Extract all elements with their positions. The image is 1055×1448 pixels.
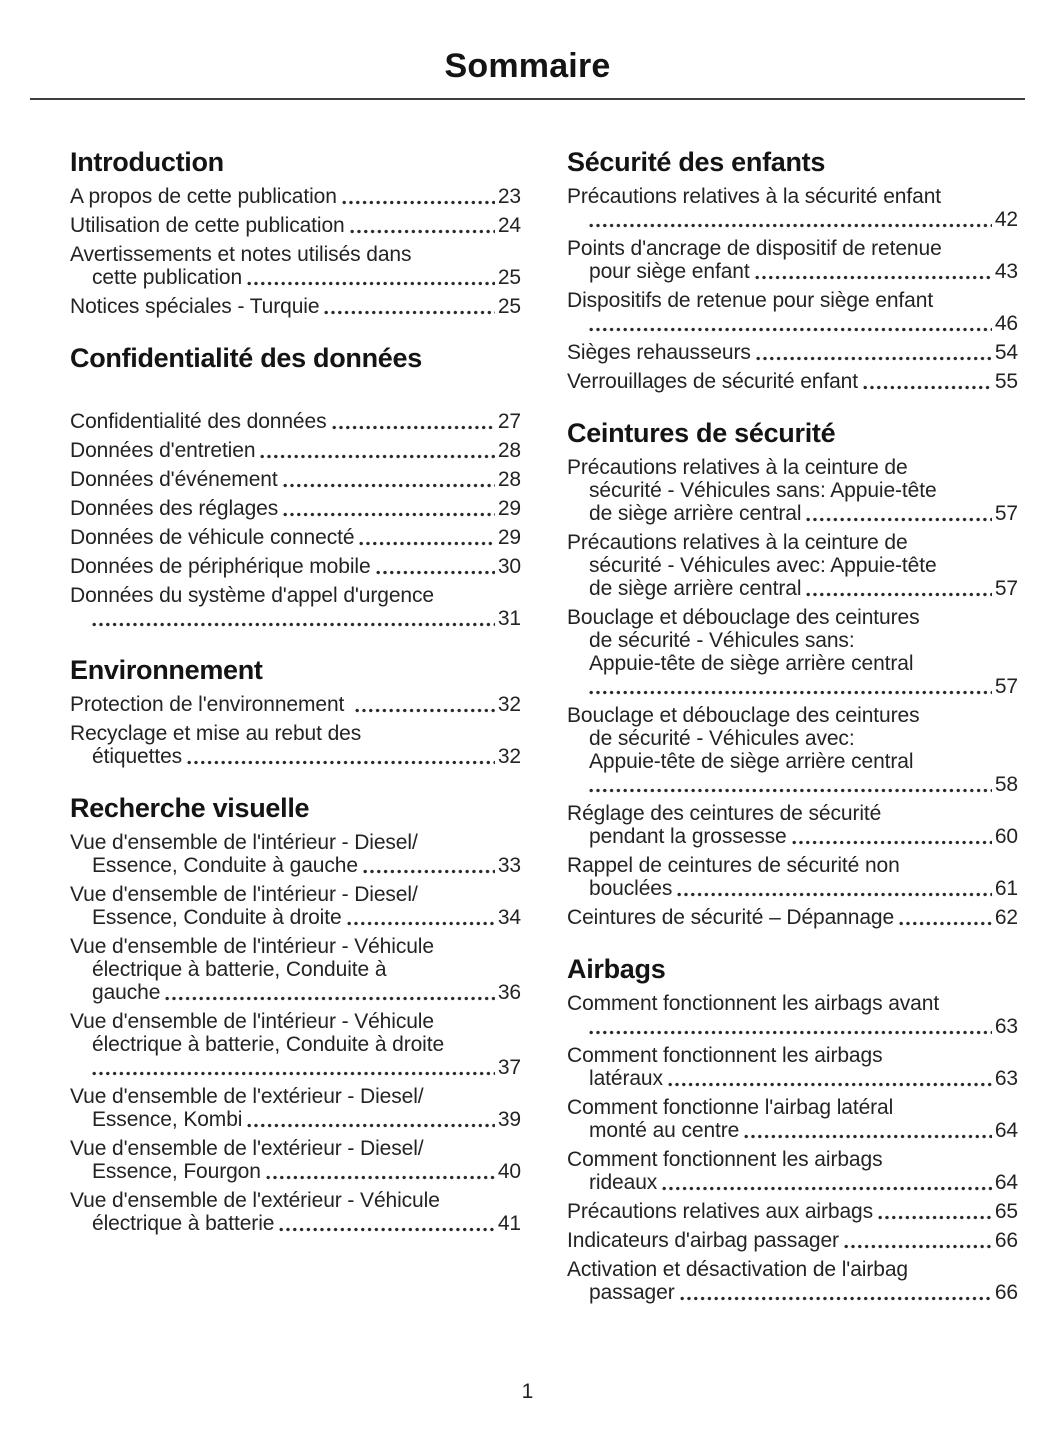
leader-dots [589,223,992,228]
toc-entry-page-number: 32 [497,745,521,768]
toc-entry-last-line [70,854,521,877]
toc-entry[interactable] [70,214,521,237]
toc-entry[interactable] [567,289,1018,335]
toc-entry-last-line [567,1281,1018,1304]
toc-entry-text: Précautions relatives aux airbags [567,1200,874,1223]
toc-entry[interactable] [567,185,1018,231]
toc-entry-line: Appuie-tête de siège arrière central [589,652,914,675]
toc-entry-page-number: 55 [994,370,1018,393]
toc-entry-last-line [567,341,1018,364]
toc-entry-line: Vue d'ensemble de l'intérieur - Diesel/ [70,831,418,854]
leader-dots [355,708,495,713]
toc-entry-last-line [70,295,521,318]
toc-entry[interactable] [70,555,521,578]
toc-entry-line: Rappel de ceintures de sécurité non [567,854,900,877]
toc-entry[interactable] [70,410,521,433]
toc-entry-text: Utilisation de cette publication [70,214,345,237]
leader-dots [755,275,992,280]
toc-entry-page-number: 29 [497,497,521,520]
toc-entry-page-number: 57 [994,502,1018,525]
toc-entry-page-number: 40 [497,1160,521,1183]
leader-dots [806,592,991,597]
toc-entry-line: Comment fonctionnent les airbags [567,1148,883,1171]
toc-entry-last-line [70,745,521,768]
toc-entry-line: Points d'ancrage de dispositif de retenue [567,237,942,260]
toc-entry[interactable] [70,243,521,289]
leader-dots [677,892,992,897]
toc-entry-page-number: 42 [994,208,1018,231]
toc-entry-page-number: 61 [994,877,1018,900]
toc-entry-text: gauche [92,981,161,1004]
toc-entry-text: latéraux [589,1067,663,1090]
toc-entry-text: Données des réglages [70,497,279,520]
toc-entry-last-line [567,370,1018,393]
toc-column-right [567,147,1018,1310]
toc-entry-page-number: 34 [497,906,521,929]
toc-entry-last-line [70,439,521,462]
toc-entry[interactable] [70,883,521,929]
toc-entry-last-line [70,214,521,237]
toc-entry[interactable] [567,802,1018,848]
toc-entry-page-number: 25 [497,295,521,318]
toc-entry-line: sécurité - Véhicules avec: Appuie-tête [589,554,937,577]
leader-dots [376,570,495,575]
toc-entry-page-number: 29 [497,526,521,549]
toc-entry-text: passager [589,1281,675,1304]
toc-entry-last-line [567,208,1018,231]
leader-dots [324,310,494,315]
toc-entry[interactable] [567,854,1018,900]
leader-dots [806,517,991,522]
toc-entry-page-number: 39 [497,1108,521,1131]
toc-entry-text: rideaux [589,1171,658,1194]
toc-entry-text: étiquettes [92,745,183,768]
leader-dots [187,760,495,765]
toc-entry-page-number: 28 [497,439,521,462]
toc-entry-line: Précautions relatives à la ceinture de [567,531,908,554]
toc-entry-text: cette publication [92,266,243,289]
toc-entry-page-number: 37 [497,1056,521,1079]
toc-column-left [70,147,521,1310]
toc-entry-line: Activation et désactivation de l'airbag [567,1258,908,1281]
toc-entry[interactable] [70,497,521,520]
toc-entry-text: A propos de cette publication [70,185,337,208]
toc-entry[interactable] [70,526,521,549]
leader-dots [283,512,495,517]
toc-entry-last-line [70,185,521,208]
toc-entry-line: Vue d'ensemble de l'intérieur - Diesel/ [70,883,418,906]
toc-entry-last-line [70,1160,521,1183]
leader-dots [589,1030,992,1035]
toc-entry[interactable] [70,468,521,491]
toc-entry-line: de sécurité - Véhicules avec: [589,727,855,750]
leader-dots [260,454,494,459]
leader-dots [350,229,495,234]
toc-entry-text: Protection de l'environnement [70,693,351,716]
toc-entry-text: de siège arrière central [589,502,802,525]
leader-dots [359,541,494,546]
toc-entry-last-line [70,607,521,630]
toc-entry-line: Précautions relatives à la ceinture de [567,456,908,479]
toc-entry-page-number: 57 [994,675,1018,698]
toc-entry[interactable] [70,584,521,630]
toc-entry[interactable] [70,1085,521,1131]
leader-dots [744,1134,992,1139]
toc-entry-page-number: 57 [994,577,1018,600]
toc-entry-page-number: 62 [994,906,1018,929]
toc-entry-page-number: 27 [497,410,521,433]
leader-dots [878,1215,992,1220]
toc-entry[interactable] [567,531,1018,600]
toc-entry[interactable] [567,606,1018,698]
toc-entry-last-line [567,675,1018,698]
toc-entry-last-line [70,693,521,716]
toc-entry[interactable] [70,185,521,208]
toc-entry[interactable] [567,341,1018,364]
toc-entry-last-line [567,825,1018,848]
toc-entry-text: Données d'entretien [70,439,256,462]
leader-dots [899,921,992,926]
toc-entry-page-number: 28 [497,468,521,491]
toc-entry-last-line [70,266,521,289]
leader-dots [680,1296,992,1301]
toc-entry-text: Essence, Fourgon [92,1160,261,1183]
leader-dots [792,840,992,845]
leader-dots [363,869,495,874]
toc-entry-last-line [70,555,521,578]
toc-entry-last-line [70,468,521,491]
toc-entry-last-line [567,312,1018,335]
toc-entry-page-number: 64 [994,1171,1018,1194]
toc-entry-text: Notices spéciales - Turquie [70,295,320,318]
toc-entry-last-line [567,877,1018,900]
toc-entry-last-line [567,906,1018,929]
toc-entry-last-line [567,1171,1018,1194]
toc-entry[interactable] [567,370,1018,393]
leader-dots [863,385,992,390]
toc-entry-text: Essence, Conduite à gauche [92,854,358,877]
toc-entry[interactable] [567,906,1018,929]
toc-entry-page-number: 31 [497,607,521,630]
page-number: 1 [521,1380,534,1403]
toc-entry-line: électrique à batterie, Conduite à [92,958,387,981]
toc-entry-line: Vue d'ensemble de l'extérieur - Diesel/ [70,1085,424,1108]
toc-entry-last-line [567,1229,1018,1252]
toc-entry-page-number: 23 [497,185,521,208]
leader-dots [92,1071,495,1076]
toc-entry-page-number: 54 [994,341,1018,364]
toc-entry-text: Essence, Kombi [92,1108,243,1131]
toc-entry-last-line [70,1108,521,1131]
toc-entry-line: Recyclage et mise au rebut des [70,722,362,745]
toc-entry-line: Comment fonctionne l'airbag latéral [567,1096,894,1119]
toc-entry[interactable] [567,1258,1018,1304]
toc-entry-line: Données du système d'appel d'urgence [70,584,434,607]
toc-entry-text: Données de périphérique mobile [70,555,371,578]
toc-entry-last-line [567,1200,1018,1223]
section-heading: Sécurité des enfants [567,147,826,177]
leader-dots [283,483,495,488]
toc-entry-text: Données de véhicule connecté [70,526,355,549]
toc-entry[interactable] [567,1148,1018,1194]
leader-dots [668,1082,992,1087]
toc-entry[interactable] [70,722,521,768]
toc-entry-text: monté au centre [589,1119,740,1142]
toc-entry-line: Bouclage et débouclage des ceintures [567,704,920,727]
toc-entry-text: Ceintures de sécurité – Dépannage [567,906,895,929]
toc-entry-line: Bouclage et débouclage des ceintures [567,606,920,629]
toc-entry[interactable] [567,237,1018,283]
toc-entry-last-line [567,773,1018,796]
toc-entry-page-number: 36 [497,981,521,1004]
leader-dots [266,1175,495,1180]
toc-entry[interactable] [567,1096,1018,1142]
toc-entry-line: Vue d'ensemble de l'extérieur - Véhicule [70,1189,440,1212]
toc-entry-text: Confidentialité des données [70,410,327,433]
toc-entry-page-number: 46 [994,312,1018,335]
toc-entry-last-line [70,906,521,929]
section-heading: Airbags [567,954,666,984]
toc-entry-text: pendant la grossesse [589,825,787,848]
toc-entry-text: électrique à batterie [92,1212,275,1235]
toc-entry-text: Sièges rehausseurs [567,341,751,364]
toc-entry-page-number: 60 [994,825,1018,848]
section-heading: Recherche visuelle [70,793,310,823]
toc-entry-text: Essence, Conduite à droite [92,906,342,929]
toc-entry[interactable] [70,1137,521,1183]
toc-entry-last-line [567,502,1018,525]
section-heading: Confidentialité des données [70,343,422,373]
toc-entry[interactable] [70,1189,521,1235]
leader-dots [165,996,495,1001]
leader-dots [247,1123,494,1128]
toc-entry-last-line [567,1015,1018,1038]
toc-entry-page-number: 24 [497,214,521,237]
toc-entry[interactable] [70,439,521,462]
toc-entry[interactable] [567,1229,1018,1252]
toc-entry[interactable] [567,1200,1018,1223]
leader-dots [589,327,992,332]
leader-dots [342,200,495,205]
leader-dots [662,1186,992,1191]
toc-entry-last-line [567,577,1018,600]
toc-entry-line: Vue d'ensemble de l'intérieur - Véhicule [70,1010,434,1033]
toc-entry-line: Précautions relatives à la sécurité enfant [567,185,942,208]
toc-entry-page-number: 25 [497,266,521,289]
toc-entry-text: Indicateurs d'airbag passager [567,1229,839,1252]
leader-dots [247,281,495,286]
toc-entry[interactable] [567,1044,1018,1090]
toc-entry[interactable] [70,1010,521,1079]
toc-entry-last-line [70,410,521,433]
toc-entry[interactable] [567,992,1018,1038]
leader-dots [844,1244,992,1249]
section-heading: Ceintures de sécurité [567,418,836,448]
toc-entry-text: Données d'événement [70,468,278,491]
title-divider [30,98,1025,100]
toc-entry-line: Avertissements et notes utilisés dans [70,243,412,266]
toc-entry-text: Verrouillages de sécurité enfant [567,370,858,393]
toc-entry-last-line [70,497,521,520]
toc-entry-line: Réglage des ceintures de sécurité [567,802,882,825]
toc-entry-page-number: 65 [994,1200,1018,1223]
toc-entry[interactable] [70,935,521,1004]
section-heading: Environnement [70,655,263,685]
toc-entry-last-line [70,526,521,549]
toc-entry[interactable] [70,693,521,716]
toc-entry[interactable] [567,704,1018,796]
toc-entry-line: Comment fonctionnent les airbags [567,1044,883,1067]
toc-entry-page-number: 33 [497,854,521,877]
toc-entry-last-line [70,981,521,1004]
toc-entry-page-number: 30 [497,555,521,578]
toc-entry-text: pour siège enfant [589,260,750,283]
toc-entry-last-line [567,1119,1018,1142]
toc-entry-page-number: 63 [994,1067,1018,1090]
toc-entry-line: Comment fonctionnent les airbags avant [567,992,940,1015]
toc-entry-page-number: 66 [994,1281,1018,1304]
toc-entry[interactable] [567,456,1018,525]
toc-entry-page-number: 41 [497,1212,521,1235]
leader-dots [756,356,992,361]
toc-entry-line: électrique à batterie, Conduite à droite [92,1033,445,1056]
toc-entry-page-number: 64 [994,1119,1018,1142]
leader-dots [589,788,992,793]
toc-entry-page-number: 66 [994,1229,1018,1252]
toc-columns [0,147,1055,1310]
toc-entry-line: Vue d'ensemble de l'intérieur - Véhicule [70,935,434,958]
toc-entry-page-number: 43 [994,260,1018,283]
page-title: Sommaire [444,47,611,85]
toc-entry-last-line [70,1212,521,1235]
toc-entry-text: de siège arrière central [589,577,802,600]
toc-entry[interactable] [70,295,521,318]
toc-entry[interactable] [70,831,521,877]
toc-entry-line: Dispositifs de retenue pour siège enfant [567,289,934,312]
toc-entry-page-number: 63 [994,1015,1018,1038]
section-heading: Introduction [70,147,224,177]
leader-dots [589,690,992,695]
toc-entry-last-line [567,1067,1018,1090]
toc-entry-line: Appuie-tête de siège arrière central [589,750,914,773]
leader-dots [332,425,495,430]
toc-entry-line: sécurité - Véhicules sans: Appuie-tête [589,479,937,502]
toc-entry-line: de sécurité - Véhicules sans: [589,629,855,652]
toc-entry-text: bouclées [589,877,673,900]
toc-entry-line: Vue d'ensemble de l'extérieur - Diesel/ [70,1137,424,1160]
toc-entry-page-number: 32 [497,693,521,716]
toc-entry-page-number: 58 [994,773,1018,796]
leader-dots [279,1227,494,1232]
leader-dots [347,921,495,926]
toc-entry-last-line [70,1056,521,1079]
toc-entry-last-line [567,260,1018,283]
leader-dots [92,622,495,627]
